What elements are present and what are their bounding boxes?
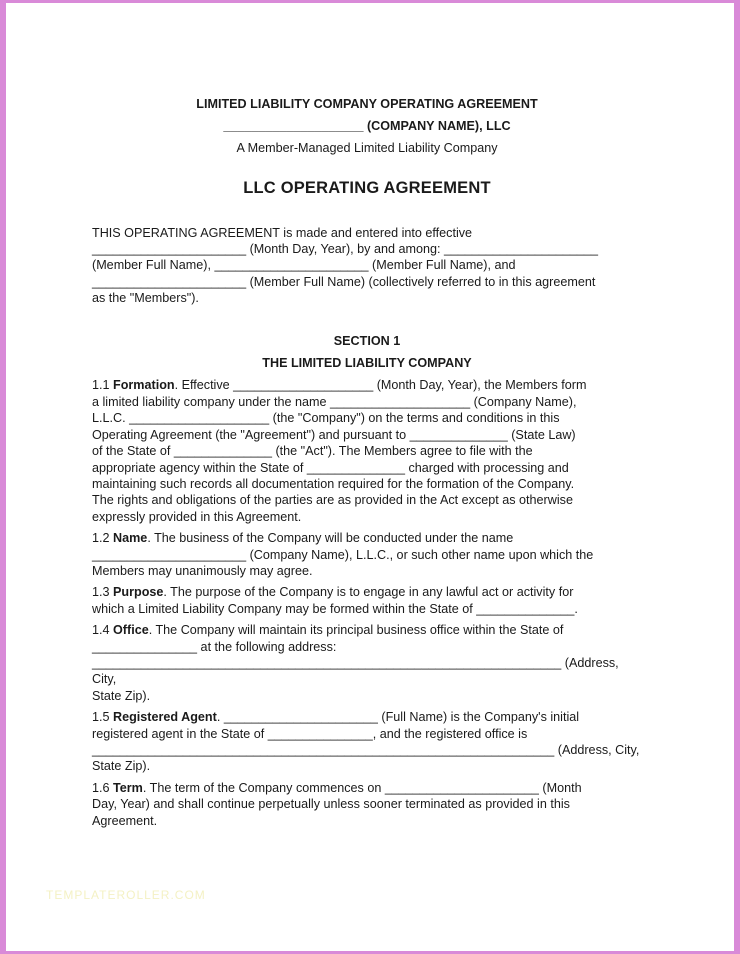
clause-line: . The term of the Company commences on ______________________ (Month	[142, 780, 582, 795]
clause-registered-agent	[92, 709, 642, 775]
clause-line: maintaining such records all documentation required for the formation of the Company.	[92, 476, 575, 491]
document-title: LIMITED LIABILITY COMPANY OPERATING AGREEMENT	[196, 97, 538, 111]
clause-number: 1.1	[92, 378, 110, 393]
clause-heading: Name	[113, 531, 148, 546]
clause-number: 1.6	[92, 780, 110, 795]
clause-heading: Term	[113, 780, 143, 795]
clause-line: Operating Agreement (the "Agreement") and pursuant to ______________ (State Law)	[92, 427, 576, 442]
clause-line: which a Limited Liability Company may be formed within the State of ______________.	[92, 601, 578, 616]
clause-line: L.L.C. ____________________ (the "Company") on the terms and conditions in this	[92, 411, 560, 426]
clause-number: 1.5	[92, 710, 110, 725]
clause-line: ______________________ (Company Name), L.L.C., or such other name upon which the	[92, 547, 594, 562]
document-page	[92, 96, 642, 834]
clause-heading: Office	[113, 623, 149, 638]
clause-number: 1.4	[92, 623, 110, 638]
intro-paragraph	[92, 225, 642, 307]
clause-heading: Formation	[113, 378, 175, 393]
clause-line: of the State of ______________ (the "Act"). The Members agree to file with the	[92, 444, 533, 459]
clause-line: . Effective ____________________ (Month Day, Year), the Members form	[174, 378, 587, 393]
intro-line: (Member Full Name), ______________________ (Member Full Name), and	[92, 258, 516, 273]
clause-line: __________________________________________________________________ (Address, City,	[92, 743, 640, 757]
clause-line: The rights and obligations of the parties are as provided in the Act except as otherwise	[92, 493, 573, 508]
clause-line: . The purpose of the Company is to engage in any lawful act or activity for	[163, 585, 574, 600]
clause-name	[92, 530, 642, 579]
clause-formation	[92, 377, 642, 525]
clause-heading: Purpose	[113, 585, 164, 600]
intro-line: as the "Members").	[92, 291, 199, 306]
clause-line: Members may unanimously may agree.	[92, 563, 313, 578]
clause-line: a limited liability company under the name ____________________ (Company Name),	[92, 394, 577, 409]
clause-line: Agreement.	[92, 813, 158, 828]
company-name-line: ____________________ (COMPANY NAME), LLC	[223, 119, 511, 134]
intro-line: ______________________ (Member Full Name) (collectively referred to in this agreement	[92, 274, 596, 289]
section-title: THE LIMITED LIABILITY COMPANY	[262, 356, 472, 371]
intro-line: ______________________ (Month Day, Year), by and among: ______________________	[92, 242, 599, 257]
clause-purpose	[92, 584, 642, 617]
clause-line: State Zip).	[92, 759, 151, 774]
clause-heading: Registered Agent	[113, 710, 217, 725]
section-number: SECTION 1	[333, 333, 401, 348]
intro-line: THIS OPERATING AGREEMENT is made and entered into effective	[92, 225, 473, 240]
clause-line: registered agent in the State of _______________, and the registered office is	[92, 726, 528, 741]
watermark: TEMPLATEROLLER.COM	[46, 888, 206, 902]
clause-line: State Zip).	[92, 688, 151, 703]
clause-line: _______________ at the following address:	[92, 639, 337, 654]
document-subtitle: A Member-Managed Limited Liability Company	[236, 140, 498, 155]
clause-office	[92, 622, 642, 704]
clause-number: 1.2	[92, 531, 110, 546]
clause-line: Day, Year) and shall continue perpetually unless sooner terminated as provided in this	[92, 797, 570, 812]
clause-line: . The business of the Company will be conducted under the name	[147, 531, 514, 546]
clause-line: ___________________________________________________________________ (Address, City,	[92, 655, 619, 687]
clause-number: 1.3	[92, 585, 110, 600]
clause-line: expressly provided in this Agreement.	[92, 509, 302, 524]
clause-line: . ______________________ (Full Name) is the Company's initial	[216, 710, 580, 725]
clause-term	[92, 780, 642, 829]
clause-line: . The Company will maintain its principal business office within the State of	[148, 623, 564, 638]
clause-line: appropriate agency within the State of ______________ charged with processing and	[92, 460, 569, 475]
main-heading: LLC OPERATING AGREEMENT	[243, 179, 491, 198]
